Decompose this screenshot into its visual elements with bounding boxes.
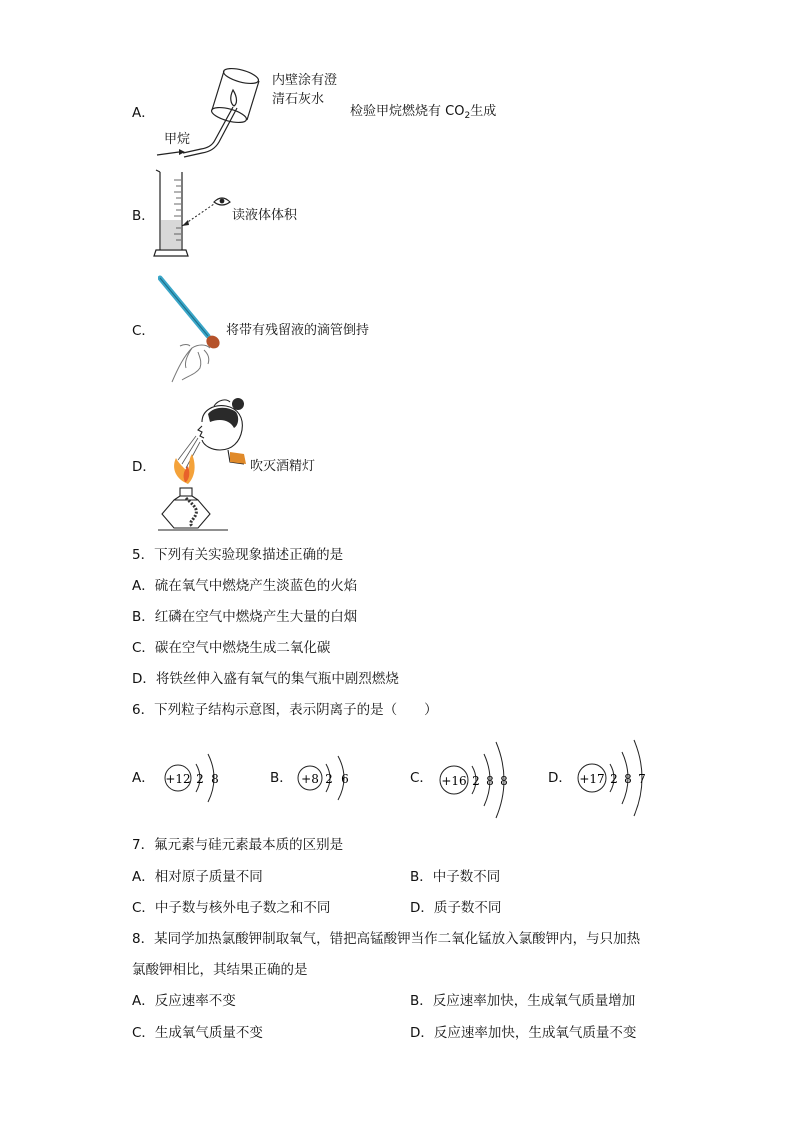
q4-option-d-letter: D． <box>132 459 156 475</box>
q8-option-d: D．反应速率加快，生成氧气质量不变 <box>410 1025 637 1041</box>
q6-stem: 6．下列粒子结构示意图，表示阴离子的是（ ） <box>132 702 438 718</box>
nucleus-a: +12 <box>165 772 191 786</box>
q5-option-c: C．碳在空气中燃烧生成二氧化碳 <box>132 640 331 656</box>
q4-option-b-letter: B． <box>132 208 155 224</box>
q8-stem-line1: 8．某同学加热氯酸钾制取氧气，错把高锰酸钾当作二氧化锰放入氯酸钾内，与只加热 <box>132 931 641 947</box>
q8-stem-line2: 氯酸钾相比，其结果正确的是 <box>132 962 308 978</box>
atom-diagram-c <box>432 732 522 828</box>
q4-option-c-letter: C． <box>132 323 155 339</box>
q4-option-c-caption: 将带有残留液的滴管倒持 <box>226 323 370 338</box>
q5-option-a: A．硫在氧气中燃烧产生淡蓝色的火焰 <box>132 578 358 594</box>
q4-option-a-caption: 检验甲烷燃烧有 $CO_2$生成 <box>350 104 497 121</box>
electron-count-b-2: 6 <box>341 772 349 786</box>
q8-option-b: B．反应速率加快，生成氧气质量增加 <box>410 993 636 1009</box>
q5-option-d: D．将铁丝伸入盛有氧气的集气瓶中剧烈燃烧 <box>132 671 399 687</box>
electron-count-a-2: 8 <box>211 772 219 786</box>
electron-count-d-2: 8 <box>624 772 632 786</box>
q7-option-a: A．相对原子质量不同 <box>132 869 263 885</box>
electron-count-d-1: 2 <box>610 772 618 786</box>
q6-option-c-letter: C． <box>410 770 433 786</box>
q7-option-d: D．质子数不同 <box>410 900 502 916</box>
q7-stem: 7．氟元素与硅元素最本质的区别是 <box>132 837 344 853</box>
q4-option-a-letter: A． <box>132 105 155 121</box>
atom-diagram-b <box>292 740 362 820</box>
nucleus-d: +17 <box>579 772 605 786</box>
q6-option-b-letter: B． <box>270 770 293 786</box>
electron-count-c-2: 8 <box>486 774 494 788</box>
q8-option-a: A．反应速率不变 <box>132 993 236 1009</box>
q6-option-d-letter: D． <box>548 770 572 786</box>
q5-option-b: B．红磷在空气中燃烧产生大量的白烟 <box>132 609 358 625</box>
atom-diagram-a <box>160 740 230 820</box>
methane-label: 甲烷 <box>164 132 191 147</box>
nucleus-b: +8 <box>301 772 319 786</box>
electron-count-a-1: 2 <box>196 772 204 786</box>
q7-option-c: C．中子数与核外电子数之和不同 <box>132 900 331 916</box>
blowing-alcohol-lamp-illustration <box>158 396 258 536</box>
electron-count-c-3: 8 <box>500 774 508 788</box>
q8-option-c: C．生成氧气质量不变 <box>132 1025 263 1041</box>
q6-option-a-letter: A． <box>132 770 155 786</box>
beaker-note-line1: 内壁涂有澄 <box>272 73 338 88</box>
q5-stem: 5．下列有关实验现象描述正确的是 <box>132 547 344 563</box>
nucleus-c: +16 <box>441 774 467 788</box>
electron-count-d-3: 7 <box>638 772 646 786</box>
dropper-hand-illustration <box>158 272 228 384</box>
beaker-note-line2: 清石灰水 <box>272 92 325 107</box>
q4-option-b-caption: 读液体体积 <box>232 208 298 223</box>
electron-count-b-1: 2 <box>325 772 333 786</box>
q7-option-b: B．中子数不同 <box>410 869 501 885</box>
atom-diagram-d <box>570 730 660 826</box>
electron-count-c-1: 2 <box>472 774 480 788</box>
q4-option-d-caption: 吹灭酒精灯 <box>250 459 316 474</box>
